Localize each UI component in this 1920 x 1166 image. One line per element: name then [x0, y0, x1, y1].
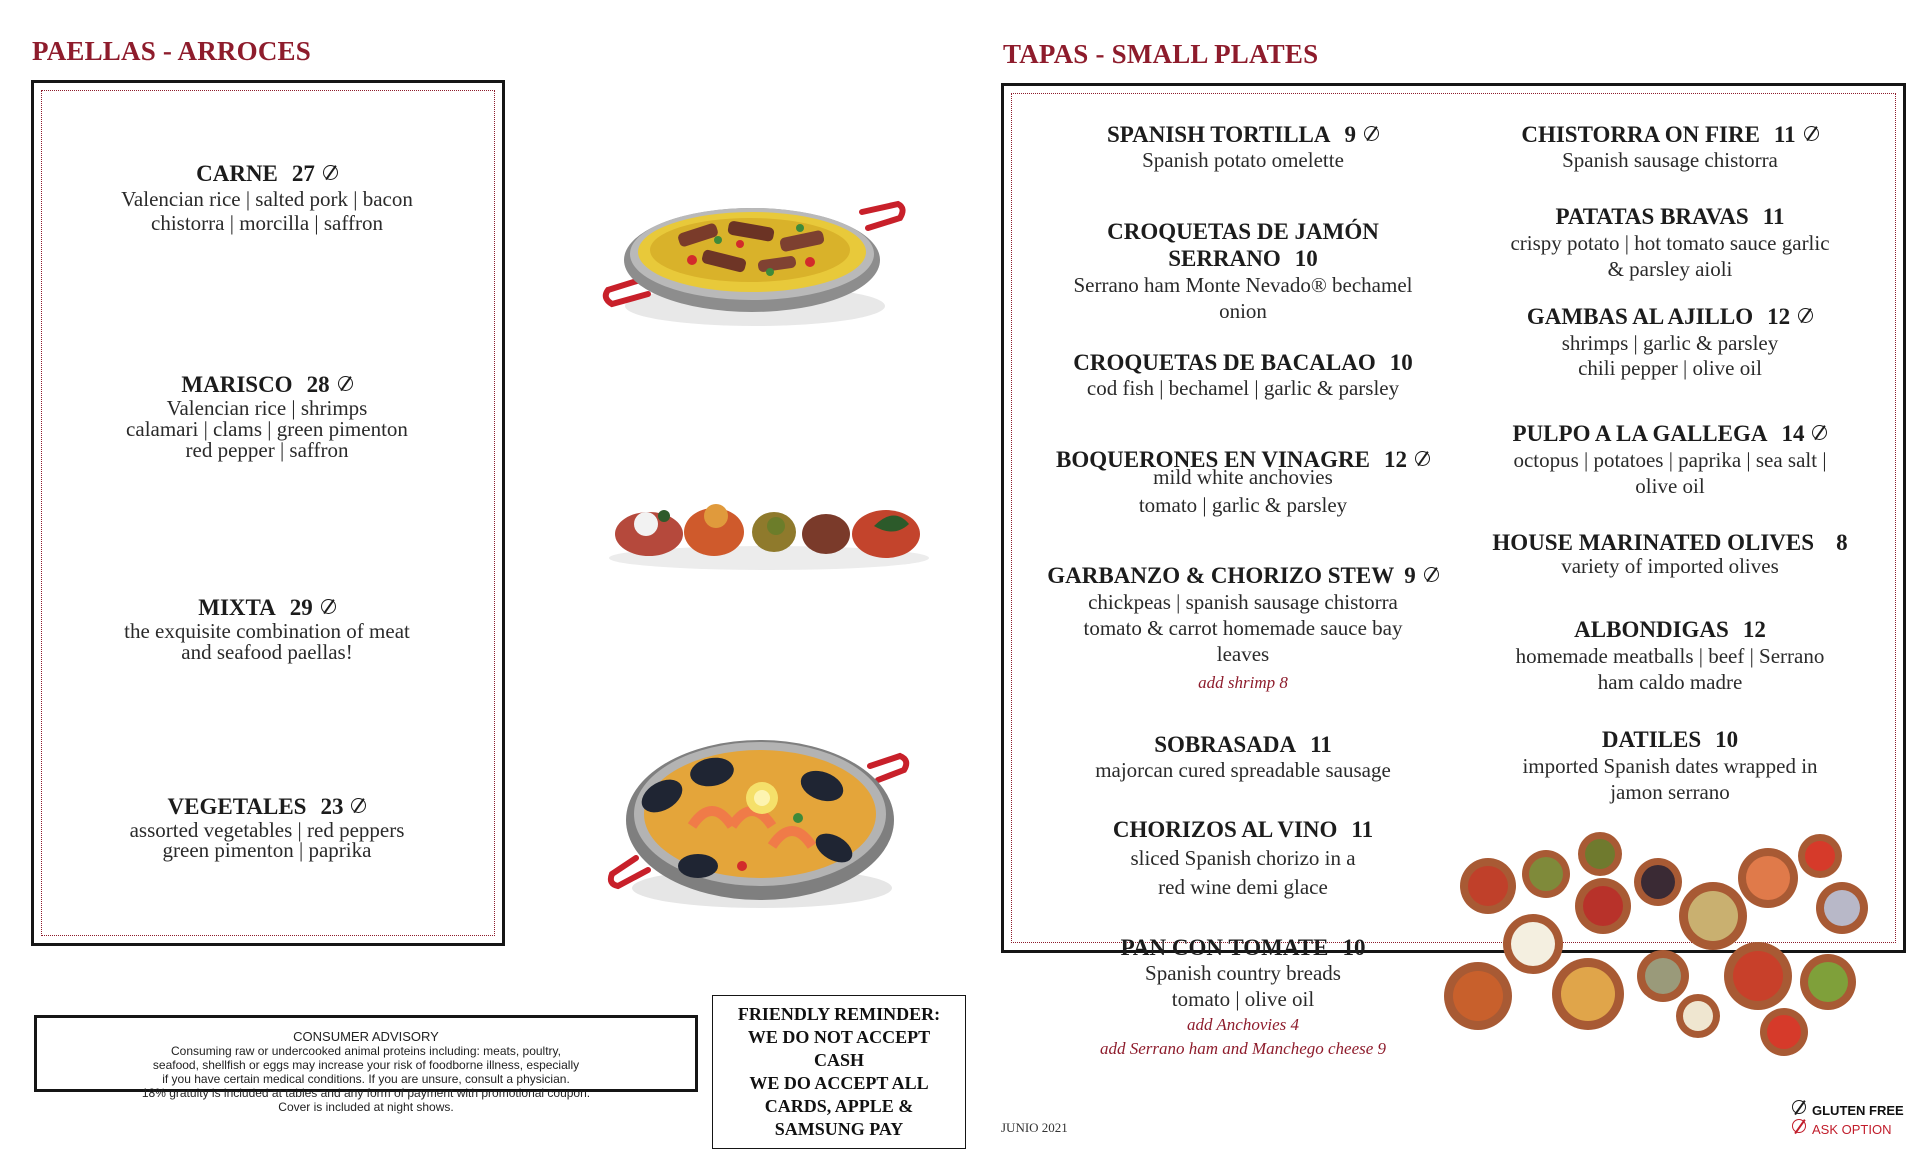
tapa-gambas-al-ajillo [1455, 303, 1885, 380]
item-desc-line: & parsley aioli [1607, 257, 1733, 281]
item-addon: add Serrano ham and Manchego cheese 9 [1099, 1039, 1387, 1058]
tapa-patatas-bravas [1455, 203, 1885, 281]
paella-marisco [36, 371, 498, 461]
gluten-free-icon [1798, 308, 1813, 323]
gluten-free-icon [323, 165, 338, 180]
tapa-pulpo-a-la-gallega [1455, 420, 1885, 498]
item-name: CARNE [196, 161, 278, 186]
item-desc-line: green pimenton | paprika [162, 838, 372, 862]
reminder-line: SAMSUNG PAY [774, 1119, 904, 1139]
item-desc-line: crispy potato | hot tomato sauce garlic [1510, 231, 1830, 255]
advisory-line: if you have certain medical conditions. If you are unsure, consult a physician. [162, 1072, 570, 1086]
item-desc-line: assorted vegetables | red peppers [129, 818, 405, 842]
item-name-line2: SERRANO [1168, 246, 1281, 271]
gluten-free-icon [1424, 567, 1439, 582]
gluten-free-icon [321, 599, 336, 614]
item-price: 29 [289, 595, 313, 620]
item-desc-line: cod fish | bechamel | garlic & parsley [1086, 376, 1400, 400]
reminder-line: FRIENDLY REMINDER: [737, 1004, 941, 1024]
item-desc-line: red wine demi glace [1158, 875, 1328, 899]
item-addon: add Anchovies 4 [1186, 1015, 1300, 1034]
tapa-marinated-olives [1455, 529, 1885, 576]
reminder-line: CARDS, APPLE & [764, 1096, 914, 1116]
item-name: CROQUETAS DE BACALAO [1073, 350, 1376, 375]
tapa-garbanzo-stew [1028, 562, 1458, 695]
item-desc-line: olive oil [1635, 474, 1705, 498]
item-name: SPANISH TORTILLA [1106, 122, 1331, 147]
item-price: 10 [1715, 727, 1739, 752]
reminder-line: WE DO NOT ACCEPT [747, 1027, 931, 1047]
item-desc-line: imported Spanish dates wrapped in [1522, 754, 1818, 778]
item-desc-line: tomato | garlic & parsley [1138, 493, 1348, 517]
gluten-free-icon [1804, 126, 1819, 141]
tapas-bowls-photo [1428, 826, 1888, 1066]
item-price: 23 [320, 794, 344, 819]
item-price: 10 [1342, 935, 1366, 960]
paellas-title: PAELLAS - ARROCES [32, 36, 311, 66]
item-name: MARISCO [181, 372, 293, 397]
paella-vegetales [36, 793, 498, 860]
reminder-line: CASH [813, 1050, 864, 1070]
item-desc-line: leaves [1216, 642, 1270, 666]
item-name: SOBRASADA [1154, 732, 1297, 757]
item-name: CHISTORRA ON FIRE [1521, 122, 1760, 147]
tapa-boquerones [1028, 446, 1458, 517]
item-price: 28 [306, 372, 330, 397]
item-desc-line: Valencian rice | shrimps [166, 396, 368, 420]
item-name: HOUSE MARINATED OLIVES [1492, 530, 1815, 555]
item-name: PULPO A LA GALLEGA [1512, 421, 1768, 446]
paella-mixta [36, 594, 498, 663]
item-desc-line: Spanish country breads [1145, 961, 1341, 985]
tapa-sobrasada [1028, 731, 1458, 782]
advisory-line: seafood, shellfish or eggs may increase your risk of foodborne illness, especially [152, 1058, 580, 1072]
tapa-pan-con-tomate [1028, 934, 1458, 1061]
legend-gluten-free [1792, 1100, 1904, 1118]
item-price: 9 [1404, 563, 1416, 588]
gluten-free-icon [1364, 126, 1379, 141]
item-name: CROQUETAS DE JAMÓN [1107, 219, 1379, 244]
item-desc-line: tomato & carrot homemade sauce bay [1083, 616, 1403, 640]
item-name: GARBANZO & CHORIZO STEW [1047, 563, 1395, 588]
item-price: 11 [1351, 817, 1374, 842]
item-price: 8 [1836, 530, 1848, 555]
item-desc-line: calamari | clams | green pimenton [126, 417, 408, 441]
item-name: PAN CON TOMATE [1120, 935, 1329, 960]
item-addon: add shrimp 8 [1198, 673, 1288, 692]
paella-meat-photo [600, 168, 910, 338]
item-name: CHORIZOS AL VINO [1112, 817, 1338, 842]
tapa-chistorra-on-fire [1455, 121, 1885, 172]
item-desc-line: Valencian rice | salted pork | bacon [121, 187, 413, 211]
item-price: 9 [1344, 122, 1357, 147]
item-name: PATATAS BRAVAS [1555, 204, 1749, 229]
item-desc-line: tomato | olive oil [1171, 987, 1315, 1011]
gluten-free-icon [1792, 1100, 1806, 1114]
item-name: GAMBAS AL AJILLO [1526, 304, 1754, 329]
item-desc-line: ham caldo madre [1597, 670, 1743, 694]
advisory-line: 18% gratuity is included at tables and any form of payment with promotional coupon. [141, 1086, 591, 1100]
item-name: DATILES [1601, 727, 1702, 752]
tapa-spanish-tortilla [1028, 121, 1458, 172]
item-desc-line: Spanish potato omelette [1142, 148, 1344, 172]
item-price: 14 [1781, 421, 1805, 446]
paella-carne [36, 160, 498, 235]
legend-label: ASK OPTION [1812, 1122, 1892, 1137]
gluten-free-icon [338, 376, 353, 391]
payment-reminder [712, 995, 966, 1149]
item-desc-line: chistorra | morcilla | saffron [151, 211, 383, 235]
item-desc-line: jamon serrano [1610, 780, 1730, 804]
menu-date: JUNIO 2021 [1001, 1120, 1068, 1135]
item-name: ALBONDIGAS [1574, 617, 1729, 642]
gluten-free-icon [1812, 425, 1827, 440]
item-price: 12 [1742, 617, 1766, 642]
tapa-albondigas [1455, 616, 1885, 694]
ask-option-icon [1792, 1119, 1806, 1133]
item-desc-line: mild white anchovies [1153, 465, 1333, 489]
legend-ask-option [1792, 1119, 1891, 1137]
item-desc-line: majorcan cured spreadable sausage [1095, 758, 1391, 782]
item-desc-line: shrimps | garlic & parsley [1561, 331, 1779, 355]
reminder-line: WE DO ACCEPT ALL [749, 1073, 929, 1093]
item-desc-line: chickpeas | spanish sausage chistorra [1088, 590, 1398, 614]
tapa-croquetas-bacalao [1028, 349, 1458, 400]
tapas-skewers-photo [604, 486, 934, 576]
item-desc-line: sliced Spanish chorizo in a [1130, 846, 1356, 870]
legend-label: GLUTEN FREE [1812, 1103, 1904, 1118]
item-price: 11 [1773, 122, 1796, 147]
gluten-free-icon [351, 798, 366, 813]
advisory-line: Consuming raw or undercooked animal proteins including: meats, poultry, [171, 1044, 561, 1058]
item-desc-line: the exquisite combination of meat [124, 619, 410, 643]
tapa-datiles [1455, 726, 1885, 804]
advisory-line: Cover is included at night shows. [278, 1100, 454, 1114]
item-desc-line: onion [1219, 299, 1267, 323]
item-desc-line: red pepper | saffron [185, 438, 349, 462]
item-desc-line: octopus | potatoes | paprika | sea salt | [1513, 448, 1827, 472]
item-price: 10 [1389, 350, 1413, 375]
paella-seafood-photo [602, 716, 912, 916]
gluten-free-icon [1415, 451, 1430, 466]
item-desc-line: Spanish sausage chistorra [1562, 148, 1778, 172]
item-desc-line: Serrano ham Monte Nevado® bechamel [1073, 273, 1413, 297]
item-price: 11 [1310, 732, 1332, 757]
item-price: 11 [1762, 204, 1785, 229]
item-price: 12 [1383, 447, 1407, 472]
tapa-chorizos-al-vino [1028, 816, 1458, 901]
item-name: BOQUERONES EN VINAGRE [1056, 447, 1370, 472]
tapas-title: TAPAS - SMALL PLATES [1003, 39, 1319, 69]
item-desc-line: chili pepper | olive oil [1578, 356, 1762, 380]
item-name: VEGETALES [167, 794, 307, 819]
item-price: 12 [1767, 304, 1791, 329]
item-price: 10 [1294, 246, 1318, 271]
item-name: MIXTA [198, 595, 276, 620]
item-desc-line: homemade meatballs | beef | Serrano [1515, 644, 1825, 668]
tapa-croquetas-jamon [1028, 218, 1458, 323]
advisory-heading: CONSUMER ADVISORY [293, 1029, 439, 1044]
item-desc-line: variety of imported olives [1561, 554, 1779, 578]
item-price: 27 [291, 161, 315, 186]
item-desc-line: and seafood paellas! [181, 640, 353, 664]
consumer-advisory [34, 1015, 698, 1114]
